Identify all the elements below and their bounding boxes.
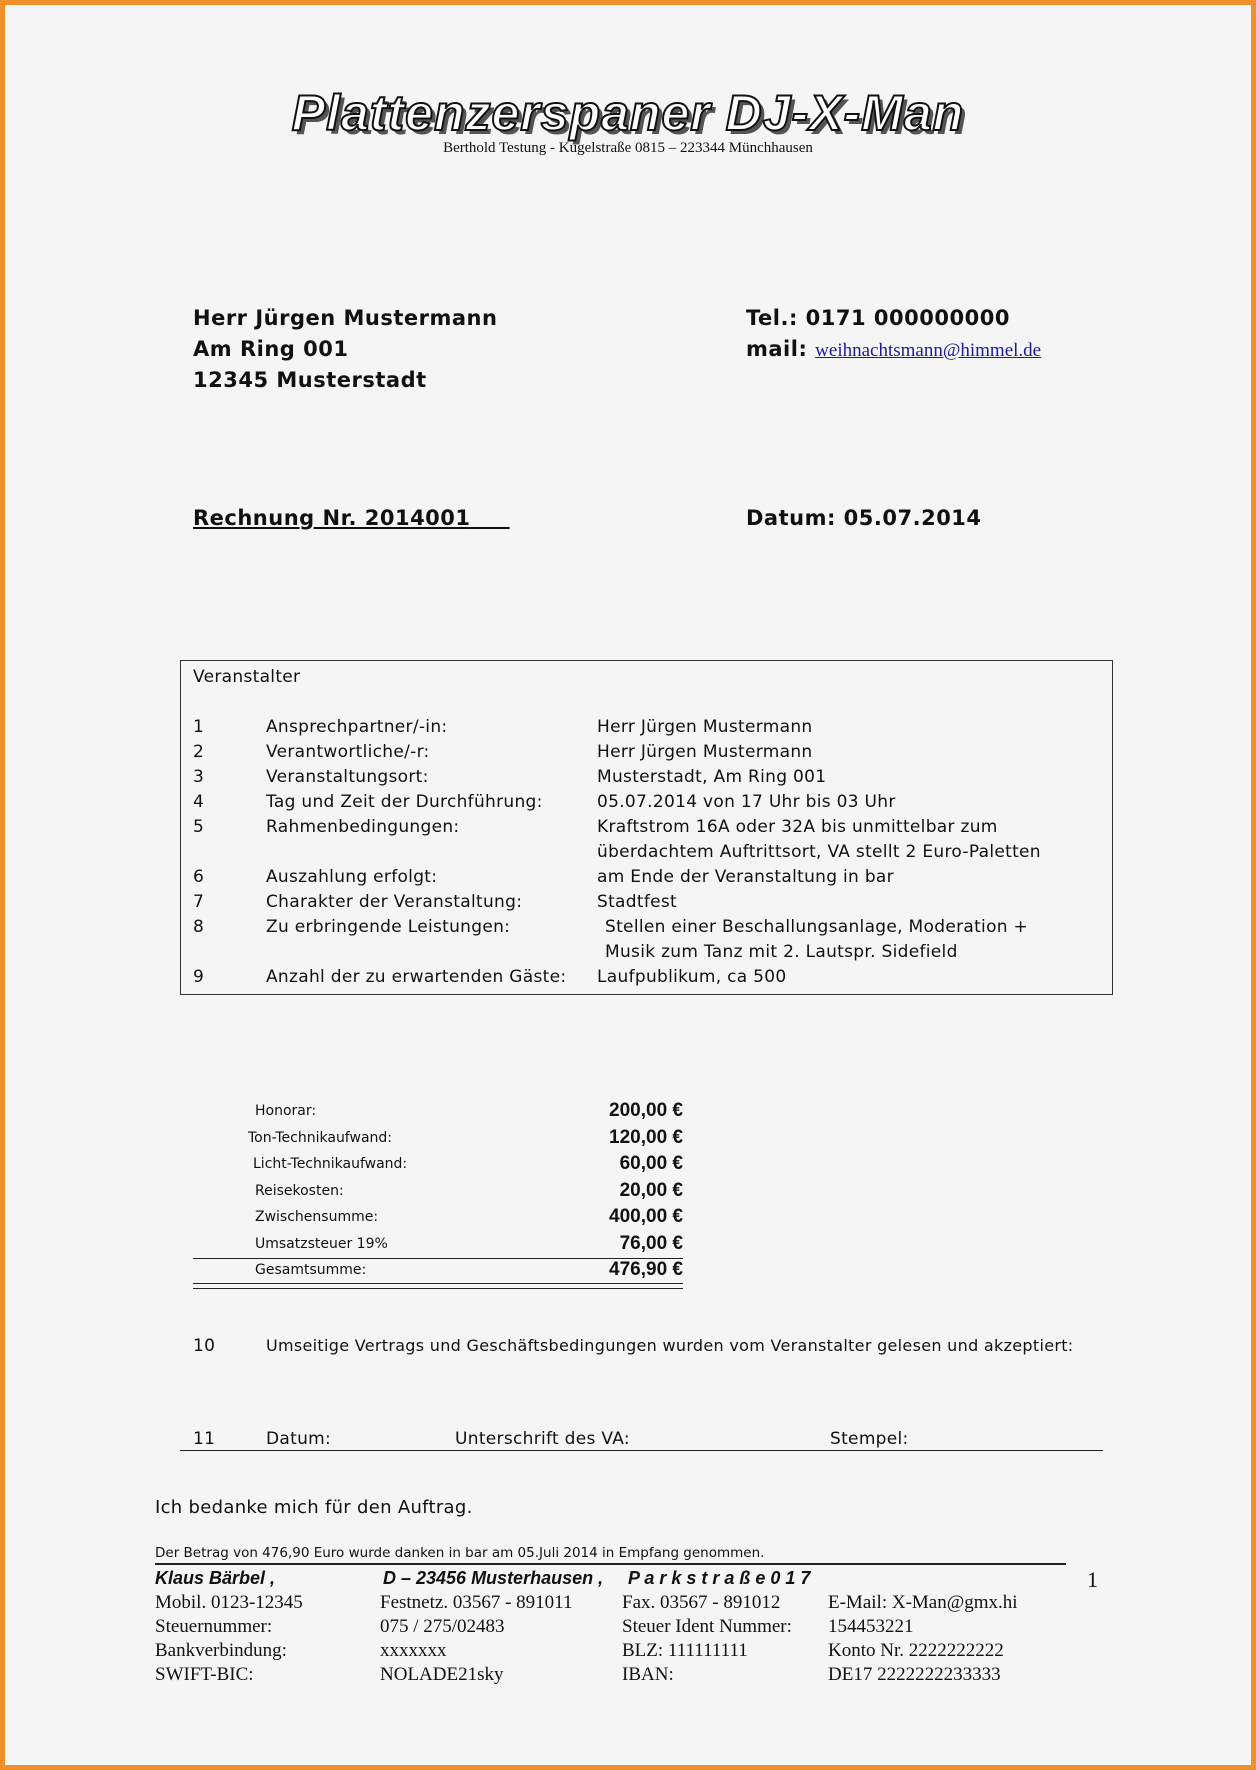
cost-amount: 60,00 €: [619, 1153, 683, 1174]
footer-cell: BLZ: 111111111: [622, 1640, 748, 1661]
row-label: Verantwortliche/-r:: [266, 742, 430, 762]
footer-cell: xxxxxxx: [380, 1640, 447, 1661]
cost-label: Reisekosten:: [255, 1182, 344, 1199]
footer-cell: Fax. 03567 - 891012: [622, 1592, 781, 1613]
row-number: 2: [193, 742, 205, 762]
row-number: 6: [193, 867, 205, 887]
cost-amount: 400,00 €: [609, 1206, 683, 1227]
cost-amount: 476,90 €: [609, 1259, 683, 1280]
row-value: Stellen einer Beschallungsanlage, Moderation +: [605, 917, 1029, 937]
footer-street: P a r k s t r a ß e 0 1 7: [628, 1568, 811, 1588]
row-label: Ansprechpartner/-in:: [266, 717, 448, 737]
cost-label: Gesamtsumme:: [255, 1262, 367, 1278]
footer-cell: Bankverbindung:: [155, 1640, 287, 1661]
recipient-street: Am Ring 001: [193, 337, 349, 361]
cost-label: Zwischensumme:: [255, 1209, 379, 1225]
contact-mail: [746, 337, 1041, 362]
total-divider-1: [193, 1283, 683, 1284]
footer-name: Klaus Bärbel ,: [155, 1568, 276, 1588]
row-value: Musterstadt, Am Ring 001: [597, 767, 827, 787]
invoice-date: Datum: 05.07.2014: [746, 506, 982, 530]
signature-stamp-label: Stempel:: [830, 1429, 909, 1449]
footer-cell: Steuernummer:: [155, 1616, 273, 1637]
cost-label: Honorar:: [255, 1103, 317, 1119]
contact-tel: Tel.: 0171 000000000: [746, 306, 1010, 330]
row-value: Stadtfest: [597, 892, 677, 912]
footer-cell: SWIFT-BIC:: [155, 1664, 254, 1685]
cost-label: Umsatzsteuer 19%: [255, 1235, 388, 1252]
thanks-text: Ich bedanke mich für den Auftrag.: [155, 1497, 473, 1518]
signature-sign-label: Unterschrift des VA:: [455, 1429, 630, 1449]
footer-cell: IBAN:: [622, 1664, 674, 1685]
row-value: Herr Jürgen Mustermann: [597, 717, 813, 737]
row-number: 7: [193, 892, 205, 912]
row-value: am Ende der Veranstaltung in bar: [597, 867, 894, 887]
row-value: Kraftstrom 16A oder 32A bis unmittelbar zum: [597, 817, 998, 837]
cost-amount: 20,00 €: [619, 1179, 683, 1201]
footer-cell: Mobil. 0123-12345: [155, 1592, 303, 1613]
mail-label: mail:: [746, 337, 808, 361]
row-label: Tag und Zeit der Durchführung:: [266, 792, 543, 812]
footer-city: D – 23456 Musterhausen ,: [383, 1568, 604, 1588]
recipient-name: Herr Jürgen Mustermann: [193, 306, 498, 330]
footer-cell: Steuer Ident Nummer:: [622, 1616, 792, 1637]
row-number: 8: [193, 917, 205, 937]
row-label: Veranstaltungsort:: [266, 767, 429, 787]
signature-number: 11: [193, 1429, 216, 1449]
row-number: 9: [193, 967, 205, 987]
row-value: 05.07.2014 von 17 Uhr bis 03 Uhr: [597, 792, 896, 812]
details-title: Veranstalter: [193, 667, 301, 687]
terms-number: 10: [193, 1336, 216, 1356]
footer-cell: 075 / 275/02483: [380, 1616, 505, 1637]
cost-label: Licht-Technikaufwand:: [253, 1156, 408, 1172]
footer-cell: E-Mail: X-Man@gmx.hi: [828, 1592, 1018, 1613]
footer-divider: [155, 1563, 1066, 1565]
terms-text: Umseitige Vertrags und Geschäftsbedingungen wurden vom Veranstalter gelesen und akzeptiert:: [266, 1336, 1074, 1355]
footer-cell: Festnetz. 03567 - 891011: [380, 1592, 573, 1613]
company-address: Berthold Testung - Kugelstraße 0815 – 223344 Münchhausen: [443, 140, 813, 156]
row-label: Auszahlung erfolgt:: [266, 867, 438, 887]
footer-cell: 154453221: [828, 1616, 914, 1637]
cost-amount: 120,00 €: [609, 1126, 683, 1148]
signature-date-label: Datum:: [266, 1429, 332, 1449]
footer-cell: DE17 2222222233333: [828, 1664, 1001, 1685]
subtotal-divider: [193, 1258, 683, 1259]
row-number: 3: [193, 767, 205, 787]
recipient-city: 12345 Musterstadt: [193, 368, 427, 392]
row-value: Herr Jürgen Mustermann: [597, 742, 813, 762]
row-number: 4: [193, 792, 205, 812]
row-number: 1: [193, 717, 205, 737]
row-value-continued: Musik zum Tanz mit 2. Lautspr. Sidefield: [605, 942, 958, 962]
page-number: 1: [1087, 1567, 1098, 1592]
footer-cell: NOLADE21sky: [380, 1664, 504, 1685]
footer-cell: Konto Nr. 2222222222: [828, 1640, 1004, 1661]
cost-label: Ton-Technikaufwand:: [248, 1129, 392, 1146]
row-label: Charakter der Veranstaltung:: [266, 892, 523, 912]
total-divider-2: [193, 1288, 683, 1289]
mail-link[interactable]: weihnachtsmann@himmel.de: [815, 340, 1042, 361]
invoice-number: [193, 506, 510, 530]
cost-amount: 76,00 €: [619, 1232, 683, 1254]
row-label: Zu erbringende Leistungen:: [266, 917, 511, 937]
company-logo: Plattenzerspaner DJ-X-Man: [291, 85, 965, 141]
cost-amount: 200,00 €: [609, 1100, 683, 1121]
row-number: 5: [193, 817, 205, 837]
invoice-number-text: Rechnung Nr. 2014001: [193, 506, 471, 530]
signature-line: [180, 1450, 1103, 1451]
row-label: Rahmenbedingungen:: [266, 817, 460, 837]
row-label: Anzahl der zu erwartenden Gäste:: [266, 967, 567, 987]
row-value: Laufpublikum, ca 500: [597, 967, 787, 987]
receipt-text: Der Betrag von 476,90 Euro wurde danken in bar am 05.Juli 2014 in Empfang genommen.: [155, 1545, 765, 1561]
row-value-continued: überdachtem Auftrittsort, VA stellt 2 Euro-Paletten: [597, 842, 1041, 862]
